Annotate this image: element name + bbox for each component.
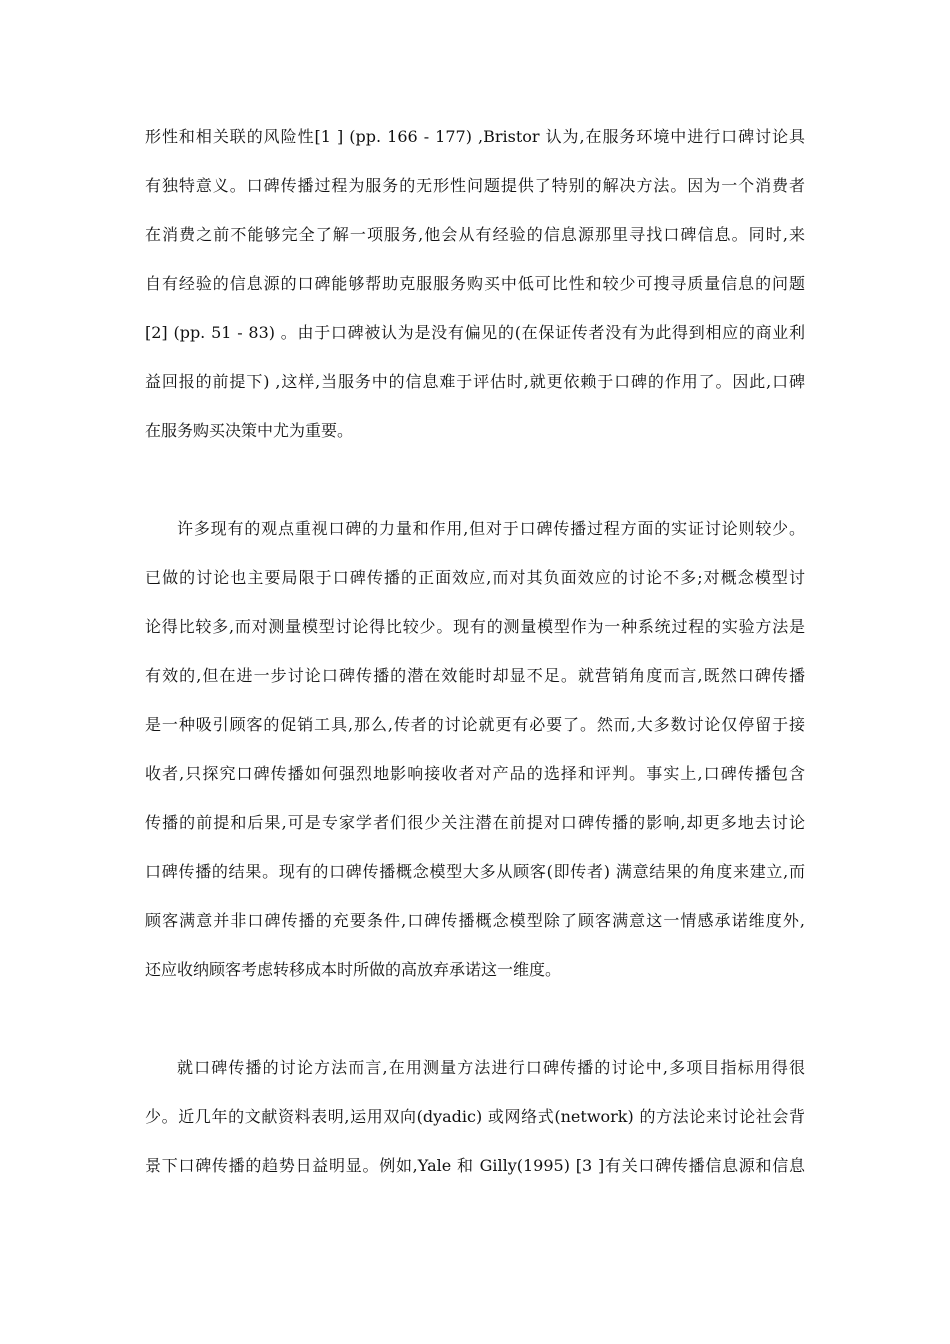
text-line: 自有经验的信息源的口碑能够帮助克服服务购买中低可比性和较少可搜寻质量信息的问题 <box>145 274 805 293</box>
paragraph-1 <box>145 120 805 463</box>
paragraph-3 <box>145 1051 805 1198</box>
text-line: 形性和相关联的风险性[1 ] (pp. 166 - 177) ,Bristor 认为,在服务环境中进行口碑讨论具 <box>145 127 805 146</box>
text-line: 许多现有的观点重视口碑的力量和作用,但对于口碑传播过程方面的实证讨论则较少。 <box>177 519 805 538</box>
text-line: 就口碑传播的讨论方法而言,在用测量方法进行口碑传播的讨论中,多项目指标用得很 <box>177 1058 805 1077</box>
paragraph-2 <box>145 512 805 1002</box>
text-line: 论得比较多,而对测量模型讨论得比较少。现有的测量模型作为一种系统过程的实验方法是 <box>145 617 805 636</box>
text-line: 传播的前提和后果,可是专家学者们很少关注潜在前提对口碑传播的影响,却更多地去讨论 <box>145 813 805 832</box>
text-line: 在消费之前不能够完全了解一项服务,他会从有经验的信息源那里寻找口碑信息。同时,来 <box>145 225 805 244</box>
text-line: 口碑传播的结果。现有的口碑传播概念模型大多从顾客(即传者) 满意结果的角度来建立,而 <box>145 862 805 881</box>
text-line: 在服务购买决策中尤为重要。 <box>145 421 354 440</box>
text-line: 少。近几年的文献资料表明,运用双向(dyadic) 或网络式(network) 的方法论来讨论社会背 <box>145 1107 805 1126</box>
text-line: 是一种吸引顾客的促销工具,那么,传者的讨论就更有必要了。然而,大多数讨论仅停留于接 <box>145 715 805 734</box>
text-line: 已做的讨论也主要局限于口碑传播的正面效应,而对其负面效应的讨论不多;对概念模型讨 <box>145 568 805 587</box>
text-line: 有效的,但在进一步讨论口碑传播的潜在效能时却显不足。就营销角度而言,既然口碑传播 <box>145 666 805 685</box>
document-body <box>145 120 805 1198</box>
text-line: 顾客满意并非口碑传播的充要条件,口碑传播概念模型除了顾客满意这一情感承诺维度外, <box>145 911 805 930</box>
text-line: 还应收纳顾客考虑转移成本时所做的高放弃承诺这一维度。 <box>145 960 562 979</box>
paragraph-spacer <box>145 1002 805 1051</box>
text-line: [2] (pp. 51 - 83) 。由于口碑被认为是没有偏见的(在保证传者没有为此得到相应的商业利 <box>145 323 805 342</box>
text-line: 益回报的前提下) ,这样,当服务中的信息难于评估时,就更依赖于口碑的作用了。因此,口碑 <box>145 372 805 391</box>
text-line: 收者,只探究口碑传播如何强烈地影响接收者对产品的选择和评判。事实上,口碑传播包含 <box>145 764 805 783</box>
text-line: 景下口碑传播的趋势日益明显。例如,Yale 和 Gilly(1995) [3 ]有关口碑传播信息源和信息 <box>145 1156 805 1175</box>
text-line: 有独特意义。口碑传播过程为服务的无形性问题提供了特别的解决方法。因为一个消费者 <box>145 176 805 195</box>
paragraph-spacer <box>145 463 805 512</box>
